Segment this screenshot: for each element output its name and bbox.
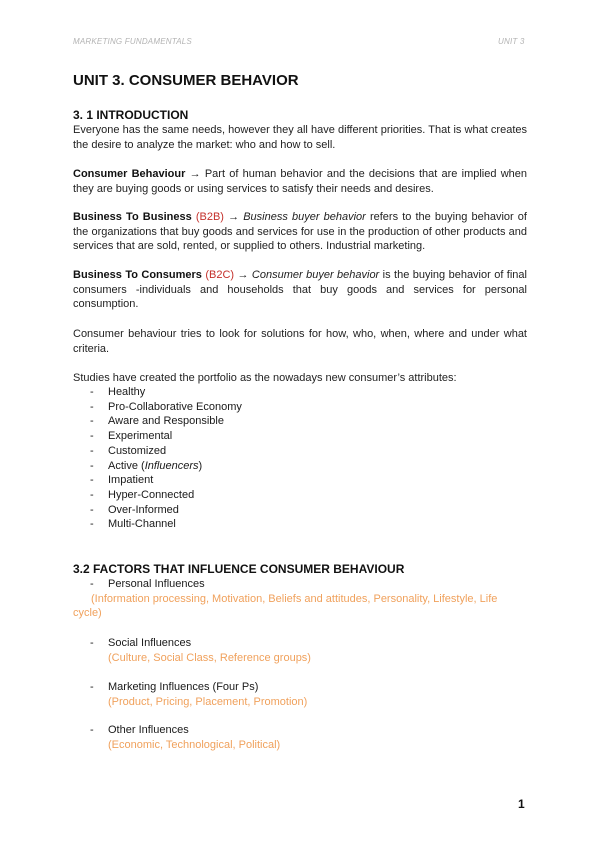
attributes-intro: Studies have created the portfolio as the nowadays new consumer’s attributes: [73,372,457,384]
factor-item [90,723,527,752]
b2b-paragraph [73,210,527,254]
running-header-left: MARKETING FUNDAMENTALS [73,37,192,46]
list-item: - Over-Informed [90,503,242,518]
consumer-behaviour-definition: Part of human behavior and the decisions that are implied when they are buying goods or using services to satisfy their needs and desires. [73,168,527,195]
b2b-definition: refers to the buying behavior of the organizations that buy goods and services for use in the production of other products and services that are sold, rented, or supplied to others. Industrial marketing. [73,211,527,253]
influencers-italic: Influencers [144,459,199,472]
b2b-term: Business To Business [73,211,192,223]
factor-name: - Other Influences [90,723,527,738]
section-heading-factors: 3.2 FACTORS THAT INFLUENCE CONSUMER BEHAVIOUR [73,562,405,576]
list-item: - Impatient [90,473,242,488]
arrow: → [185,168,205,180]
list-item: - Hyper-Connected [90,488,242,503]
list-item-label: Active ( [108,459,145,472]
factor-name: - Social Influences [90,636,527,651]
factor-detail: (Information processing, Motivation, Beliefs and attitudes, Personality, Lifestyle, Life cycle) [73,592,498,620]
factor-item [90,636,527,665]
consumer-behaviour-paragraph [73,167,527,196]
document-title: UNIT 3. CONSUMER BEHAVIOR [73,72,299,89]
list-item: - Pro-Collaborative Economy [90,400,242,415]
factor-name: - Personal Influences [90,577,527,592]
b2b-italic-term: Business buyer behavior [243,211,366,223]
factor-detail: (Culture, Social Class, Reference groups) [108,651,311,664]
b2c-paragraph [73,268,527,312]
consumer-behaviour-term: Consumer Behaviour [73,168,186,180]
b2c-term: Business To Consumers [73,269,202,281]
section-heading-introduction: 3. 1 INTRODUCTION [73,108,189,122]
b2c-code: (B2C) [201,269,235,281]
list-item: - Customized [90,444,242,459]
factor-name: - Marketing Influences (Four Ps) [90,680,527,695]
page-number: 1 [518,797,525,811]
attributes-list [90,385,242,532]
running-header-right: UNIT 3 [498,37,525,46]
list-item: - Healthy [90,385,242,400]
list-item: - Aware and Responsible [90,414,242,429]
list-item: - Multi-Channel [90,517,242,532]
factor-detail: (Economic, Technological, Political) [108,738,281,751]
b2c-italic-term: Consumer buyer behavior [251,269,380,281]
arrow: → [234,269,252,281]
list-item: - Experimental [90,429,242,444]
b2b-code: (B2B) [191,211,224,223]
factor-item [73,577,527,621]
factor-item [90,680,527,709]
list-item [90,459,242,474]
b2c-definition: is the buying behavior of final consumers -individuals and households that buy goods and services for personal consumption. [73,269,527,311]
factor-detail: (Product, Pricing, Placement, Promotion) [108,695,308,708]
intro-paragraph: Everyone has the same needs, however they all have different priorities. That is what creates the desire to analyze the market: who and how to sell. [73,124,527,151]
list-item-close: ) [198,459,203,472]
solutions-paragraph: Consumer behaviour tries to look for solutions for how, who, when, where and under what criteria. [73,328,527,355]
arrow: → [223,211,244,223]
